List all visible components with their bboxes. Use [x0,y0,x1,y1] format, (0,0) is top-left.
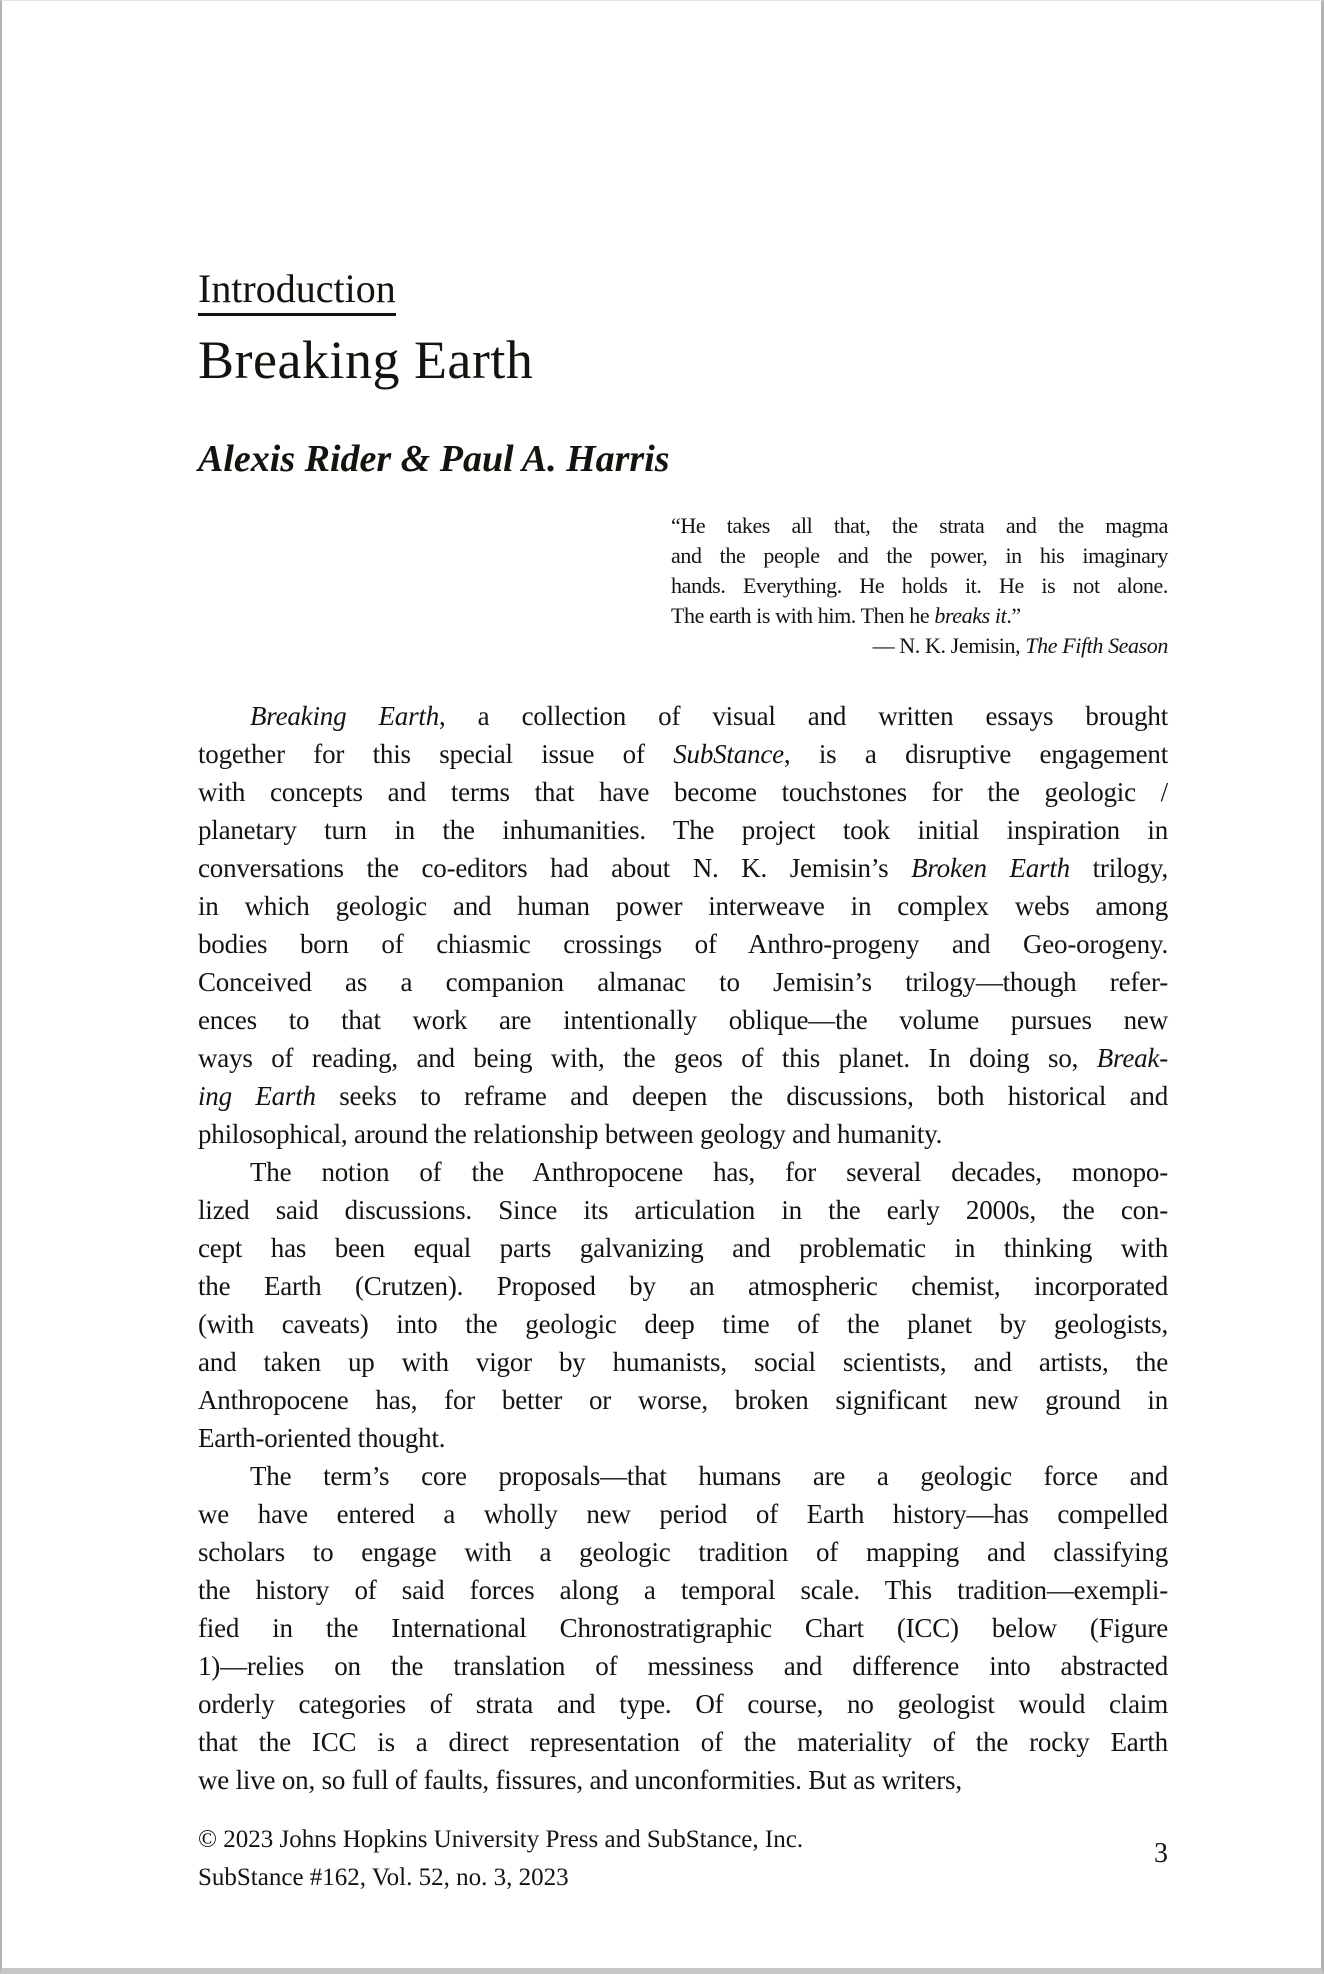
text-line [198,1533,1168,1571]
text-line [198,1001,1168,1039]
body-paragraph [198,697,1168,1153]
text-run: The term’s core proposals—that humans are a geologic force and [250,1461,1168,1491]
text-run: (with caveats) into the geologic deep time of the planet by geologists, [198,1309,1168,1339]
italic-text: Broken Earth [911,853,1070,883]
text-line [198,1229,1168,1267]
text-run: the history of said forces along a temporal scale. This tradition—exempli- [198,1575,1168,1605]
text-line [671,601,1168,631]
text-line [198,1761,1168,1799]
text-run: .” [1006,603,1021,628]
article-title: Breaking Earth [198,330,534,390]
text-line [198,1419,1168,1457]
italic-text: SubStance [673,739,784,769]
text-line [198,1495,1168,1533]
text-line [671,571,1168,601]
text-run: philosophical, around the relationship between geology and humanity. [198,1119,943,1149]
text-run: and taken up with vigor by humanists, social scientists, and artists, the [198,1347,1168,1377]
authors: Alexis Rider & Paul A. Harris [198,438,670,480]
text-line [198,849,1168,887]
section-kicker-text: Introduction [198,266,396,316]
page-footer [198,1821,1168,1897]
text-line [198,1305,1168,1343]
footer-imprint [198,1821,803,1897]
text-line [198,697,1168,735]
text-line [198,1077,1168,1115]
text-run: conversations the co-editors had about N. K. Jemisin’s [198,853,912,883]
text-line [198,1685,1168,1723]
text-line [671,511,1168,541]
text-line [671,541,1168,571]
epigraph-attribution [671,631,1168,661]
text-run: 1)—relies on the translation of messiness and difference into abstracted [198,1651,1168,1681]
text-line [198,1723,1168,1761]
text-run: ways of reading, and being with, the geos of this planet. In doing so, [198,1043,1097,1073]
text-run: , is a disruptive engagement [783,739,1168,769]
text-run: fied in the International Chronostratigraphic Chart (ICC) below (Figure [198,1613,1168,1643]
text-line [198,1039,1168,1077]
epigraph-quote [671,511,1168,631]
text-line [198,1267,1168,1305]
text-run: together for this special issue of [198,739,674,769]
article-body [198,697,1168,1799]
text-run: lized said discussions. Since its articulation in the early 2000s, the con- [198,1195,1168,1225]
text-run: The earth is with him. Then he [671,603,935,628]
text-line [198,1343,1168,1381]
text-line [198,887,1168,925]
text-run: bodies born of chiasmic crossings of Anthro-progeny and Geo-orogeny. [198,929,1168,959]
text-line [198,773,1168,811]
text-line [198,1457,1168,1495]
text-run: cept has been equal parts galvanizing and problematic in thinking with [198,1233,1168,1263]
text-run: and the people and the power, in his imaginary [671,543,1168,568]
page-number: 3 [1154,1838,1168,1869]
text-run: with concepts and terms that have become touchstones for the geologic / [198,777,1168,807]
text-run: in which geologic and human power interweave in complex webs among [198,891,1168,921]
text-run: , a collection of visual and written essays brought [439,701,1169,731]
text-line [198,1153,1168,1191]
text-line [198,1115,1168,1153]
text-line [198,1381,1168,1419]
italic-text: breaks it [934,603,1007,628]
text-run: planetary turn in the inhumanities. The project took initial inspiration in [198,815,1168,845]
text-run: — N. K. Jemisin, [872,633,1026,658]
text-run: we have entered a wholly new period of Earth history—has compelled [198,1499,1168,1529]
text-line [198,963,1168,1001]
text-line [198,1609,1168,1647]
text-run: seeks to reframe and deepen the discussions, both historical and [315,1081,1169,1111]
italic-text: Breaking Earth [250,701,439,731]
text-run: “He takes all that, the strata and the magma [671,513,1168,538]
text-line [198,1647,1168,1685]
body-paragraph [198,1153,1168,1457]
text-run: we live on, so full of faults, fissures, and unconformities. But as writers, [198,1765,962,1795]
epigraph [671,511,1168,661]
text-run: Earth-oriented thought. [198,1423,446,1453]
text-run: Anthropocene has, for better or worse, broken significant new ground in [198,1385,1168,1415]
text-run: orderly categories of strata and type. Of course, no geologist would claim [198,1689,1168,1719]
page-content [198,267,1168,1897]
copyright-line: © 2023 Johns Hopkins University Press and SubStance, Inc. [198,1826,804,1853]
text-line [198,1571,1168,1609]
issue-line: SubStance #162, Vol. 52, no. 3, 2023 [198,1864,569,1891]
text-run: the Earth (Crutzen). Proposed by an atmospheric chemist, incorporated [198,1271,1168,1301]
text-run: The notion of the Anthropocene has, for several decades, monopo- [250,1157,1168,1187]
body-paragraph [198,1457,1168,1799]
text-run: trilogy, [1069,853,1168,883]
text-line [198,811,1168,849]
text-run: Conceived as a companion almanac to Jemisin’s trilogy—though refer- [198,967,1168,997]
text-run: ences to that work are intentionally oblique—the volume pursues new [198,1005,1168,1035]
section-kicker [198,267,1168,311]
italic-text: The Fifth Season [1025,633,1168,658]
text-run: hands. Everything. He holds it. He is not alone. [671,573,1168,598]
text-run: that the ICC is a direct representation of the materiality of the rocky Earth [198,1727,1168,1757]
italic-text: Break- [1096,1043,1168,1073]
text-line [198,1191,1168,1229]
text-line [198,925,1168,963]
italic-text: ing Earth [198,1081,316,1111]
text-line [198,735,1168,773]
text-run: scholars to engage with a geologic tradition of mapping and classifying [198,1537,1168,1567]
